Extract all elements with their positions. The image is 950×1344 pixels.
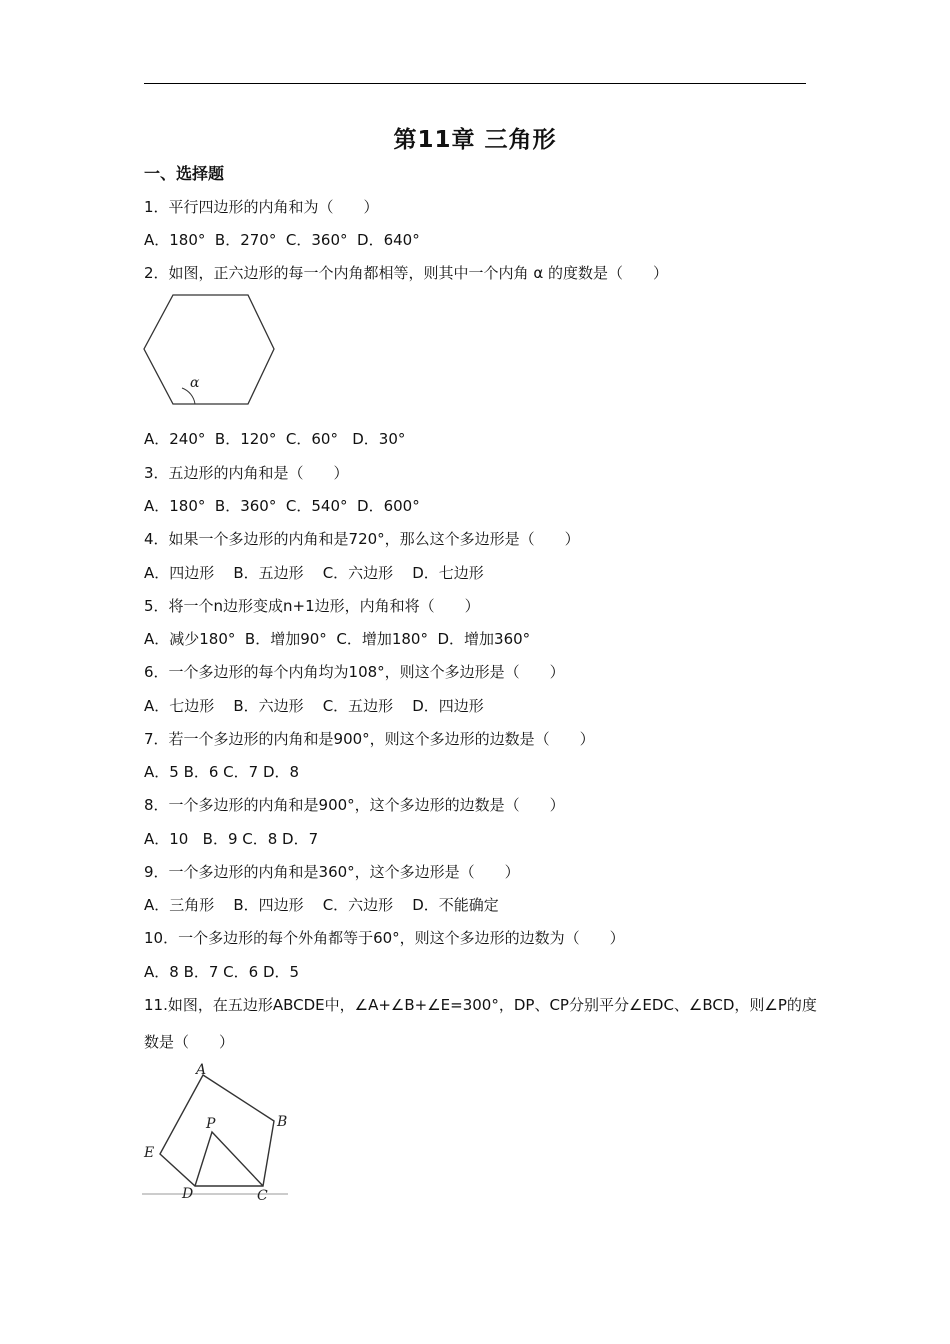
question-1-stem: 1．平行四边形的内角和为（ ） (144, 198, 379, 216)
hexagon-figure (140, 290, 280, 410)
question-10-stem: 10．一个多边形的每个外角都等于60°，则这个多边形的边数为（ ） (144, 929, 625, 947)
question-2-stem: 2．如图，正六边形的每一个内角都相等，则其中一个内角 α 的度数是（ ） (144, 264, 668, 282)
question-2-options: A．240° B．120° C．60° D．30° (144, 430, 406, 448)
pentagon-figure (140, 1058, 295, 1203)
point-label-p: P (206, 1116, 216, 1132)
vertex-label-a: A (196, 1062, 207, 1078)
question-3-stem: 3．五边形的内角和是（ ） (144, 464, 349, 482)
question-8-stem: 8．一个多边形的内角和是900°，这个多边形的边数是（ ） (144, 796, 565, 814)
question-10-options: A．8 B．7 C．6 D．5 (144, 963, 300, 981)
question-5-stem: 5．将一个n边形变成n+1边形，内角和将（ ） (144, 597, 480, 615)
question-6-options: A．七边形 B．六边形 C．五边形 D．四边形 (144, 697, 484, 715)
question-6-stem: 6．一个多边形的每个内角均为108°，则这个多边形是（ ） (144, 663, 565, 681)
question-9-stem: 9．一个多边形的内角和是360°，这个多边形是（ ） (144, 863, 520, 881)
page-title: 第11章 三角形 (393, 127, 557, 153)
question-7-options: A．5 B．6 C．7 D．8 (144, 763, 300, 781)
question-11-stem-line-2: 数是（ ） (144, 1033, 235, 1051)
question-4-stem: 4．如果一个多边形的内角和是720°，那么这个多边形是（ ） (144, 530, 580, 548)
section-heading: 一、选择题 (144, 164, 225, 183)
question-3-options: A．180° B．360° C．540° D．600° (144, 497, 420, 515)
vertex-label-d: D (182, 1186, 194, 1202)
question-11-stem-line-1: 11.如图，在五边形ABCDE中，∠A+∠B+∠E=300°，DP、CP分别平分∠EDC、∠BCD，则∠P的度 (144, 996, 817, 1014)
vertex-label-c: C (257, 1188, 268, 1204)
question-5-options: A．减少180° B．增加90° C．增加180° D．增加360° (144, 630, 531, 648)
alpha-label: α (190, 375, 200, 391)
question-9-options: A．三角形 B．四边形 C．六边形 D．不能确定 (144, 896, 499, 914)
question-1-options: A．180° B．270° C．360° D．640° (144, 231, 420, 249)
header-rule (144, 83, 806, 84)
question-4-options: A．四边形 B．五边形 C．六边形 D．七边形 (144, 564, 484, 582)
question-8-options: A．10 B．9 C．8 D．7 (144, 830, 319, 848)
vertex-label-b: B (277, 1114, 288, 1130)
question-7-stem: 7．若一个多边形的内角和是900°，则这个多边形的边数是（ ） (144, 730, 595, 748)
vertex-label-e: E (144, 1145, 155, 1161)
